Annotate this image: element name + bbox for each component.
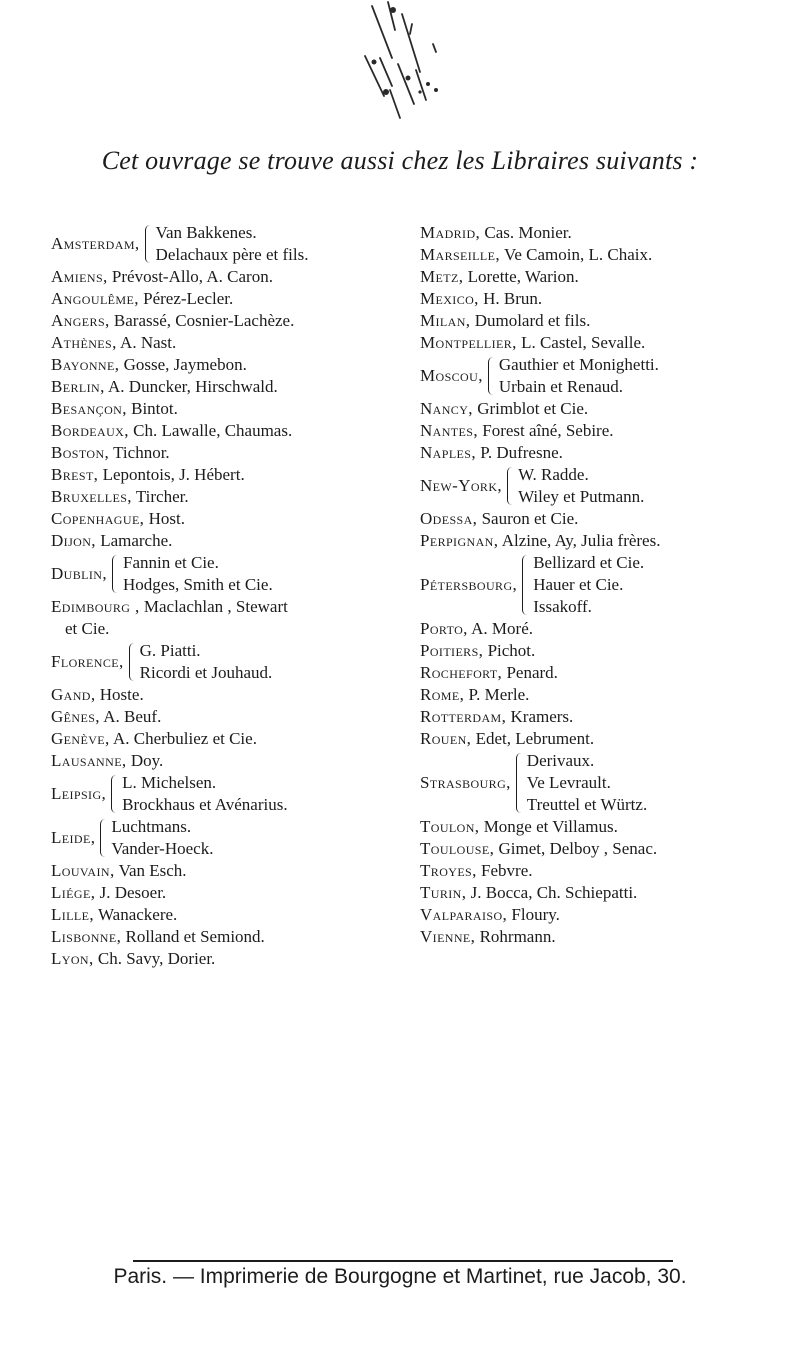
seller-name: Bintot. [131,399,178,418]
city-name: Dijon, [51,531,96,550]
city-name: Montpellier, [420,333,517,352]
city-name: Rome, [420,685,465,704]
seller-name: Brockhaus et Avénarius. [122,795,288,814]
city-name: Genève, [51,729,110,748]
city-name: Edimbourg , [51,597,140,616]
city-name: Perpignan, [420,531,499,550]
seller-name: Lamarche. [100,531,173,550]
seller-list [499,354,659,398]
city-name: Moscou, [420,366,483,385]
city-name: Valparaiso, [420,905,508,924]
seller-name: Monge et Villamus. [483,817,618,836]
right-column [420,222,790,948]
bookseller-entry [420,398,790,420]
bookseller-entry-group [420,750,790,816]
seller-name: Alzine, Ay, Julia frères. [501,531,661,550]
city-name: Rochefort, [420,663,503,682]
seller-list [527,750,647,816]
city-name: Toulon, [420,817,480,836]
bookseller-entry [51,728,401,750]
bookseller-entry [420,860,790,882]
seller-list [156,222,309,266]
seller-name: Ch. Savy, Dorier. [97,949,216,968]
bookseller-entry [420,266,790,288]
city-name: Berlin, [51,377,105,396]
bookseller-entry [51,442,401,464]
seller-name: Cas. Monier. [484,223,572,242]
seller-list [533,552,644,618]
city-name: New-York, [420,476,503,495]
bookseller-entry [51,948,401,970]
bookseller-entry [51,376,401,398]
seller-name: Lepontois, J. Hébert. [102,465,245,484]
seller-name: Ve Camoin, L. Chaix. [503,245,653,264]
bookseller-entry [51,904,401,926]
seller-name: L. Castel, Sevalle. [521,333,646,352]
bookseller-entry-group [420,464,790,508]
city-name: Liége, [51,883,96,902]
brace-mark [100,819,105,857]
city-name: Bayonne, [51,355,120,374]
seller-name: Ve Levrault. [526,773,611,792]
seller-name: Lorette, Warion. [467,267,579,286]
city-name: Angers, [51,311,110,330]
brace-mark [129,643,134,681]
seller-name: Fannin et Cie. [123,553,219,572]
seller-name: P. Dufresne. [480,443,563,462]
footer-rule [133,1260,673,1262]
city-name: Mexico, [420,289,479,308]
seller-list [518,464,644,508]
city-name: Milan, [420,311,471,330]
bookseller-entry [51,420,401,442]
seller-name: Hoste. [99,685,144,704]
city-name: Madrid, [420,223,481,242]
seller-name: Pérez-Lecler. [143,289,234,308]
bookseller-entry [420,684,790,706]
city-name: Nantes, [420,421,478,440]
bookseller-entry [420,420,790,442]
seller-name: Kramers. [510,707,574,726]
seller-name: Pichot. [487,641,536,660]
seller-name: Rolland et Semiond. [125,927,265,946]
city-name: Athènes, [51,333,117,352]
bookseller-entry [51,706,401,728]
seller-name: Maclachlan , Stewart [143,597,288,616]
city-name: Rotterdam, [420,707,507,726]
bookseller-entry [420,244,790,266]
left-column [51,222,401,970]
bookseller-entry [420,530,790,552]
bookseller-entry [420,926,790,948]
city-name: Troyes, [420,861,477,880]
seller-name: Tichnor. [113,443,170,462]
seller-name: Treuttel et Würtz. [526,795,648,814]
brace-mark [516,753,521,813]
seller-name: A. Cherbuliez et Cie. [112,729,257,748]
seller-name: Ricordi et Jouhaud. [139,663,273,682]
city-name: Gand, [51,685,96,704]
seller-name: P. Merle. [468,685,530,704]
footer-imprint: Paris. — Imprimerie de Bourgogne et Martinet, rue Jacob, 30. [113,1265,687,1288]
city-name: Florence, [51,652,124,671]
brace-mark [112,555,117,593]
seller-name: Hodges, Smith et Cie. [123,575,273,594]
seller-name: Ch. Lawalle, Chaumas. [133,421,293,440]
city-name: Amiens, [51,267,108,286]
seller-name: Issakoff. [533,597,592,616]
brace-mark [522,555,527,615]
bookseller-entry [420,288,790,310]
city-name: Marseille, [420,245,501,264]
seller-name: Barassé, Cosnier-Lachèze. [113,311,295,330]
seller-name: A. Moré. [471,619,534,638]
city-name: Metz, [420,267,464,286]
seller-name: Edet, Lebrument. [475,729,595,748]
brace-mark [507,467,512,505]
seller-name: J. Bocca, Ch. Schiepatti. [470,883,638,902]
bookseller-entry-group [51,640,401,684]
bookseller-entry [51,464,401,486]
bookseller-entry [420,838,790,860]
city-name: Vienne, [420,927,476,946]
bookseller-entry [420,640,790,662]
bookseller-entry [51,926,401,948]
seller-name: Vander-Hoeck. [111,839,214,858]
bookseller-entry [51,332,401,354]
city-name: Pétersbourg, [420,575,518,594]
city-name: Strasbourg, [420,773,511,792]
bookseller-entry [420,904,790,926]
bookseller-entry [51,288,401,310]
bookseller-entry [420,222,790,244]
city-name: Lille, [51,905,95,924]
city-name: Dublin, [51,564,107,583]
seller-name: A. Beuf. [103,707,162,726]
bookseller-entry [420,618,790,640]
seller-name: A. Nast. [120,333,177,352]
bookseller-entry-group [420,552,790,618]
bookseller-entry [51,882,401,904]
seller-name: A. Duncker, Hirschwald. [108,377,278,396]
brace-mark [111,775,116,813]
seller-name: Van Bakkenes. [155,223,257,242]
seller-name: G. Piatti. [139,641,201,660]
seller-name: Wanackere. [97,905,178,924]
brace-mark [145,225,150,263]
city-name: Poitiers, [420,641,484,660]
brace-mark [488,357,493,395]
city-name: Leipsig, [51,784,107,803]
bookseller-entry [51,530,401,552]
seller-name: Penard. [506,663,558,682]
city-name: Angoulême, [51,289,139,308]
seller-name: Bellizard et Cie. [533,553,645,572]
seller-name: Rohrmann. [479,927,556,946]
city-name: Besançon, [51,399,127,418]
seller-name: Grimblot et Cie. [477,399,589,418]
bookseller-entry [51,596,401,618]
city-name: Bordeaux, [51,421,129,440]
bookseller-entry [51,486,401,508]
seller-name: Host. [148,509,185,528]
seller-name: Delachaux père et fils. [155,245,309,264]
bookseller-entry [51,398,401,420]
seller-name: Gimet, Delboy , Senac. [498,839,658,858]
city-name: Lausanne, [51,751,127,770]
seller-name: Febvre. [481,861,533,880]
bookseller-entry [420,310,790,332]
bookseller-entry [420,508,790,530]
city-name: Brest, [51,465,99,484]
seller-list [111,816,213,860]
city-name: Odessa, [420,509,478,528]
seller-name: Luchtmans. [111,817,192,836]
seller-name: H. Brun. [483,289,543,308]
bookseller-entry [420,332,790,354]
seller-name: Prévost-Allo, A. Caron. [111,267,273,286]
bookseller-entry [51,354,401,376]
city-name: Naples, [420,443,477,462]
bookseller-entry [51,508,401,530]
seller-name: Sauron et Cie. [481,509,579,528]
city-name: Toulouse, [420,839,495,858]
seller-name: W. Radde. [518,465,589,484]
seller-name: Van Esch. [118,861,187,880]
printer-ornament-icon [0,0,800,130]
bookseller-entry [420,706,790,728]
seller-name: Urbain et Renaud. [498,377,623,396]
heading: Cet ouvrage se trouve aussi chez les Libraires suivants : [101,146,699,175]
bookseller-entry-group [51,816,401,860]
city-name: Bruxelles, [51,487,132,506]
city-name: Louvain, [51,861,115,880]
seller-list [122,772,287,816]
bookseller-entry [51,684,401,706]
city-name: Nancy, [420,399,473,418]
city-name: Boston, [51,443,110,462]
bookseller-entry [51,860,401,882]
bookseller-entry [420,728,790,750]
seller-name: Hauer et Cie. [533,575,624,594]
seller-name: J. Desoer. [99,883,167,902]
bookseller-entry [420,816,790,838]
city-name: Porto, [420,619,468,638]
city-name: Turin, [420,883,467,902]
seller-name: Doy. [130,751,164,770]
city-name: Lisbonne, [51,927,122,946]
seller-name: Tircher. [135,487,189,506]
bookseller-entry [51,310,401,332]
bookseller-entry-group [420,354,790,398]
bookseller-entry [51,750,401,772]
bookseller-entry-group [51,772,401,816]
bookseller-entry [51,266,401,288]
city-name: Gênes, [51,707,100,726]
seller-name: Gosse, Jaymebon. [123,355,247,374]
bookseller-entry-group [51,222,401,266]
city-name: Amsterdam, [51,234,140,253]
bookseller-entry-group [51,552,401,596]
bookseller-entry [420,662,790,684]
seller-list [123,552,273,596]
city-name: Rouen, [420,729,472,748]
city-name: Lyon, [51,949,94,968]
seller-name: Forest aîné, Sebire. [482,421,614,440]
seller-name: Gauthier et Monighetti. [498,355,659,374]
seller-name: Dumolard et fils. [474,311,591,330]
seller-name: Floury. [511,905,560,924]
seller-list [140,640,273,684]
seller-continuation: et Cie. [65,619,110,638]
seller-name: Wiley et Putmann. [518,487,645,506]
bookseller-entry [420,882,790,904]
city-name: Copenhague, [51,509,145,528]
seller-name: Derivaux. [526,751,595,770]
seller-name: L. Michelsen. [122,773,217,792]
bookseller-entry [420,442,790,464]
city-name: Leide, [51,828,96,847]
